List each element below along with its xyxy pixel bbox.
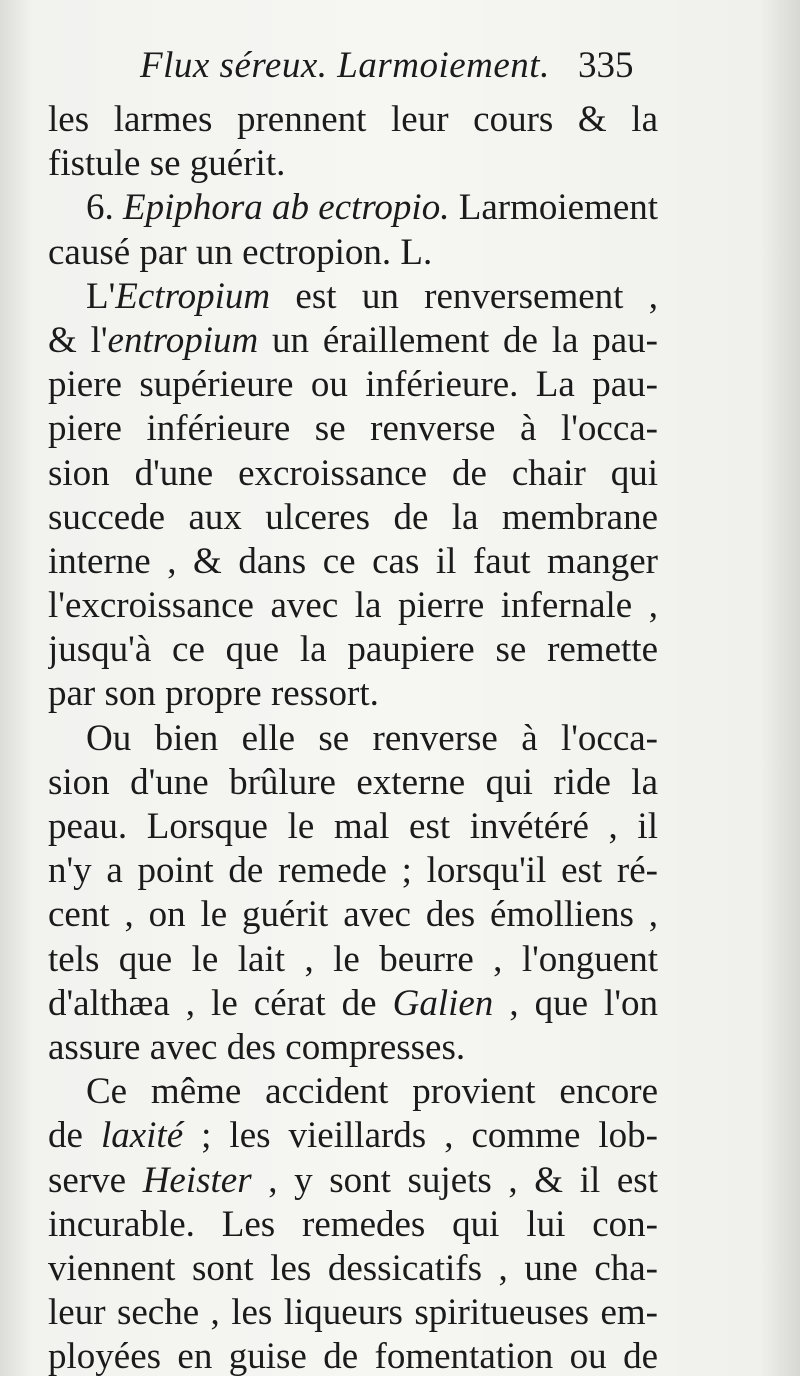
text-line: [48, 1114, 658, 1158]
italic-term: Galien: [392, 982, 494, 1024]
text-line: [48, 319, 658, 363]
text-line: [48, 1159, 658, 1203]
text-segment: ; les vieillards , comme lob-: [183, 1115, 658, 1157]
text-line: assure avec des compresses.: [48, 1026, 466, 1068]
page-number: 335: [578, 45, 634, 86]
body-text: [48, 98, 658, 1376]
text-line: [48, 982, 658, 1026]
running-head: Flux séreux. Larmoiement.: [140, 45, 550, 86]
text-line: succede aux ulceres de la membrane: [48, 496, 658, 538]
text-line: viennent sont les dessicatifs , une cha-: [48, 1247, 658, 1289]
text-line: incurable. Les remedes qui lui con-: [48, 1203, 658, 1245]
text-segment: est un renversement ,: [270, 275, 658, 317]
text-line: [48, 186, 658, 230]
italic-term: laxité: [100, 1115, 184, 1157]
italic-term: Epiphora ab ectropio.: [123, 187, 450, 229]
text-line: sion d'une excroissance de chair qui: [48, 452, 658, 494]
text-segment: Larmoiement: [449, 187, 658, 229]
text-line: les larmes prennent leur cours & la: [48, 99, 658, 140]
text-line: piere inférieure se renverse à l'occa-: [48, 408, 658, 450]
text-line: n'y a point de remede ; lorsqu'il est ré-: [48, 850, 658, 892]
text-segment: , y sont sujets , & il est: [251, 1159, 658, 1201]
text-line: causé par un ectropion. L.: [48, 231, 433, 273]
text-segment: & l': [48, 319, 108, 361]
text-line: [48, 275, 658, 319]
text-line: sion d'une brûlure externe qui ride la: [48, 761, 658, 803]
text-line: fistule se guérit.: [48, 143, 286, 185]
italic-term: Ectropium: [115, 275, 271, 317]
text-segment: L': [86, 275, 116, 317]
italic-term: entropium: [107, 319, 259, 361]
text-segment: un éraillement de la pau-: [258, 319, 658, 361]
text-line: Ce même accident provient encore: [86, 1071, 658, 1113]
italic-term: Heister: [142, 1159, 252, 1201]
text-line: l'excroissance avec la pierre infernale ,: [48, 585, 658, 627]
text-segment: , que l'on: [493, 982, 658, 1024]
text-line: leur seche , les liqueurs spiritueuses em-: [48, 1292, 658, 1334]
text-line: piere supérieure ou inférieure. La pau-: [48, 364, 658, 406]
text-segment: serve: [48, 1159, 143, 1201]
text-line: jusqu'à ce que la paupiere se remette: [48, 629, 658, 671]
page-header: [0, 44, 800, 96]
text-line: Ou bien elle se renverse à l'occa-: [86, 717, 658, 759]
text-line: cent , on le guérit avec des émolliens ,: [48, 894, 658, 936]
text-line: par son propre ressort.: [48, 673, 379, 715]
text-segment: d'althæa , le cérat de: [48, 982, 393, 1024]
text-line: peau. Lorsque le mal est invétéré , il: [48, 806, 658, 847]
text-line: tels que le lait , le beurre , l'onguent: [48, 938, 658, 980]
text-line: interne , & dans ce cas il faut manger: [48, 540, 658, 582]
text-segment: 6.: [86, 187, 123, 229]
text-line: ployées en guise de fomentation ou de: [48, 1336, 658, 1376]
text-segment: de: [48, 1115, 101, 1157]
